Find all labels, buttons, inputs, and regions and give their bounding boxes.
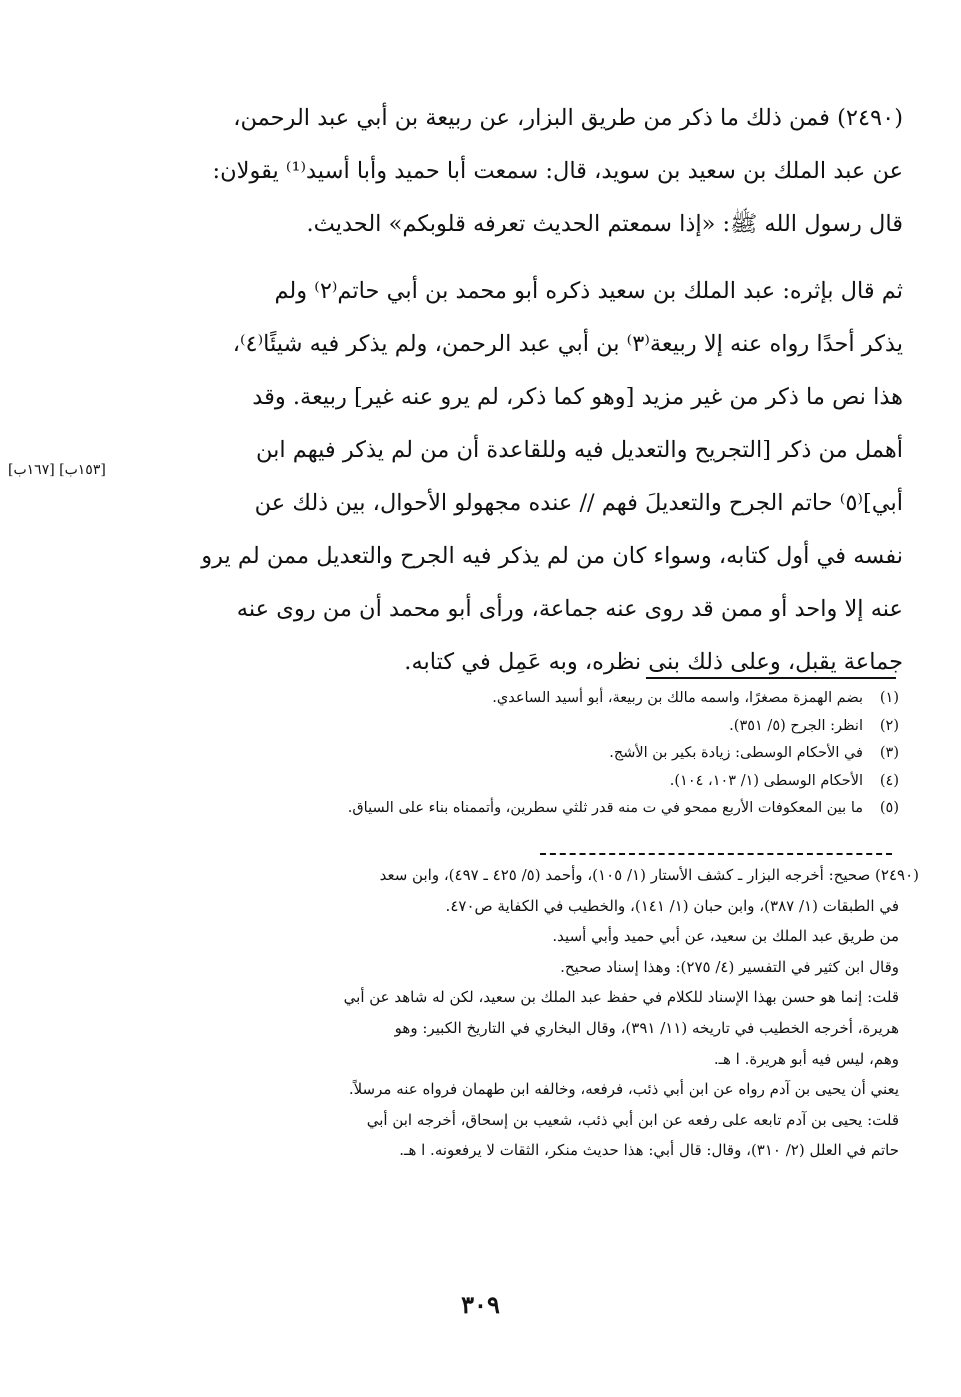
takhrij-line: (٢٤٩٠) صحيح: أخرجه البزار ـ كشف الأستار (١/ ١٠٥)، وأحمد (٥/ ٤٢٥ ـ ٤٩٧)، وابن سعد xyxy=(379,866,919,884)
footnote-text: بضم الهمزة مصغرًا، واسمه مالك بن ربيعة، أبو أسيد الساعدي. xyxy=(492,690,863,706)
footnote-item xyxy=(199,768,899,796)
takhrij-line: قلت: يحيى بن آدم تابعه على رفعه عن ابن أبي ذئب، شعيب بن إسحاق، أخرجه ابن أبي xyxy=(366,1110,899,1129)
main-line: (٢٤٩٠) فمن ذلك ما ذكر من طريق البزار، عن ربيعة بن أبي عبد الرحمن، xyxy=(233,105,903,131)
main-line: عنه إلا واحد أو ممن قد روى عنه جماعة، ورأى أبو محمد أن من روى عنه xyxy=(236,596,903,622)
takhrij-line: يعني أن يحيى بن آدم رواه عن ابن أبي ذئب، فرفعه، وخالفه ابن طهمان فرواه عنه مرسلاً. xyxy=(348,1080,899,1099)
footnote-item xyxy=(199,795,899,823)
main-line: عن عبد الملك بن سعيد بن سويد، قال: سمعت أبا حميد وأبا أسيد⁽¹⁾ يقولان: xyxy=(212,158,903,184)
footnote-item xyxy=(199,740,899,768)
main-line: يذكر أحدًا رواه عنه إلا ربيعة⁽٣⁾ بن أبي عبد الرحمن، ولم يذكر فيه شيئًا⁽٤⁾، xyxy=(232,331,903,357)
footnote-text: الأحكام الوسطى (١/ ١٠٣، ١٠٤). xyxy=(669,772,863,789)
footnote-number: (٥) xyxy=(879,800,899,816)
footnote-number: (٢) xyxy=(879,717,899,734)
footnote-number: (١) xyxy=(879,690,899,706)
main-line: ثم قال بإثره: عبد الملك بن سعيد ذكره أبو محمد بن أبي حاتم⁽٢⁾ ولم xyxy=(274,278,903,304)
footnote-number: (٣) xyxy=(879,745,899,761)
footnote-text: في الأحكام الوسطى: زيادة بكير بن الأشج. xyxy=(609,745,863,761)
takhrij-separator xyxy=(540,853,892,855)
takhrij-notes xyxy=(189,860,919,1166)
main-line: هذا نص ما ذكر من غير مزيد [وهو كما ذكر، لم يرو عنه غير] ربيعة. وقد xyxy=(252,384,903,410)
main-line: نفسه في أول كتابه، وسواء كان من لم يذكر فيه الجرح والتعديل ممن لم يرو xyxy=(201,543,903,569)
footnotes xyxy=(199,685,899,823)
footnote-text: ما بين المعكوفات الأربع ممحو في ت منه قدر ثلثي سطرين، وأتممناه بناء على السياق. xyxy=(347,800,863,816)
takhrij-line: في الطبقات (١/ ٣٨٧)، وابن حبان (١/ ١٤١)، والخطيب في الكفاية ص٤٧٠. xyxy=(445,896,899,915)
main-line: قال رسول الله ﷺ: «إذا سمعتم الحديث تعرفه قلوبكم» الحديث. xyxy=(306,211,903,237)
takhrij-line: قلت: إنما هو حسن بهذا الإسناد للكلام في حفظ عبد الملك بن سعيد، لكن له شاهد عن أبي xyxy=(343,988,899,1007)
footnote-item xyxy=(199,713,899,741)
margin-manuscript-reference: [١٥٣ب] [١٦٧ب] xyxy=(8,462,106,478)
footnote-separator xyxy=(646,677,896,679)
takhrij-line: وقال ابن كثير في التفسير (٤/ ٢٧٥): وهذا إسناد صحيح. xyxy=(560,957,899,976)
main-line: جماعة يقبل، وعلى ذلك بنى نظره، وبه عَمِل في كتابه. xyxy=(404,649,903,675)
page-number: ٣٠٩ xyxy=(461,1290,500,1319)
footnote-item xyxy=(199,685,899,713)
main-line: أبي]⁽٥⁾ حاتم الجرح والتعديلَ فهم // عنده مجهولو الأحوال، بين ذلك عن xyxy=(254,490,903,516)
main-text xyxy=(185,92,903,689)
takhrij-line: من طريق عبد الملك بن سعيد، عن أبي حميد وأبي أسيد. xyxy=(552,927,899,946)
footnote-text: انظر: الجرح (٥/ ٣٥١). xyxy=(729,717,863,734)
takhrij-line: وهم، ليس فيه أبو هريرة. ا هـ. xyxy=(713,1049,899,1068)
takhrij-line: هريرة، أخرجه الخطيب في تاريخه (١١/ ٣٩١)، وقال البخاري في التاريخ الكبير: وهو xyxy=(394,1018,899,1037)
footnote-number: (٤) xyxy=(879,772,899,789)
main-line: أهمل من ذكر [التجريح والتعديل فيه وللقاعدة أن من لم يذكر فيهم ابن xyxy=(256,437,903,463)
takhrij-line: حاتم في العلل (٢/ ٣١٠)، وقال: قال أبي: هذا حديث منكر، الثقات لا يرفعونه. ا هـ. xyxy=(399,1141,899,1160)
